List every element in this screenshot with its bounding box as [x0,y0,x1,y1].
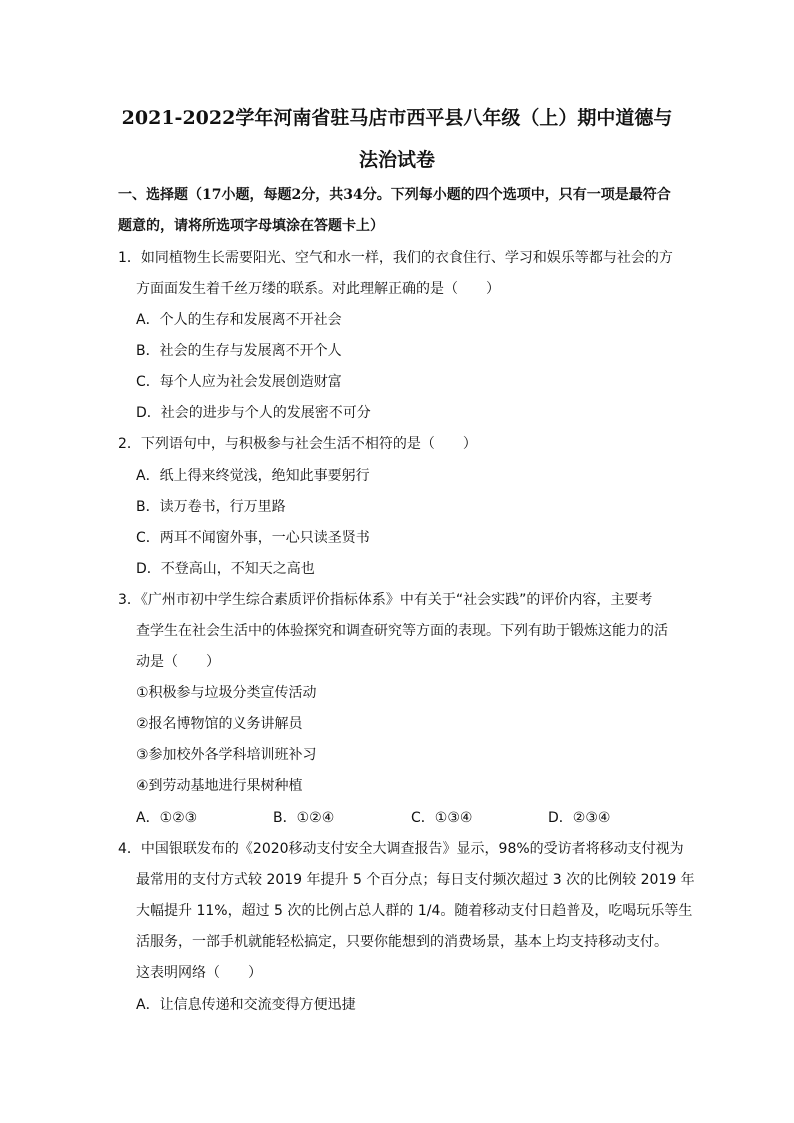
question-3-stem-line-1: 3．《广州市初中学生综合素质评价指标体系》中有关于“社会实践”的评价内容，主要考 [118,592,653,608]
question-2-option-c: C．两耳不闻窗外事，一心只读圣贤书 [136,530,370,546]
question-1-option-c: C．每个人应为社会发展创造财富 [136,374,342,390]
question-2-option-b: B．读万卷书，行万里路 [136,499,286,515]
section-heading-line-2: 题意的，请将所选项字母填涂在答题卡上） [118,218,384,234]
question-3-item-3: ③参加校外各学科培训班补习 [136,747,317,763]
question-3-option-b: B．①②④ [273,810,335,826]
question-4-option-a: A．让信息传递和交流变得方便迅捷 [136,997,356,1013]
question-4-stem-line-3: 大幅提升 11%，超过 5 次的比例占总人群的 1/4。随着移动支付日趋普及，吃喝玩乐等生 [136,903,693,919]
question-2-stem: 2．下列语句中，与积极参与社会生活不相符的是（ ） [118,436,477,452]
question-3-option-c: C．①③④ [411,810,473,826]
question-4-stem-line-2: 最常用的支付方式较 2019 年提升 5 个百分点；每日支付频次超过 3 次的比例较 2019 年 [136,872,695,888]
question-2-option-d: D．不登高山，不知天之高也 [136,561,315,577]
exam-title-line-2: 法治试卷 [358,149,435,171]
question-3-stem-line-3: 动是（ ） [136,654,220,670]
exam-title-line-1: 2021-2022学年河南省驻马店市西平县八年级（上）期中道德与 [121,107,673,129]
question-4-stem-line-1: 4．中国银联发布的《2020移动支付安全大调查报告》显示，98%的受访者将移动支付视为 [118,841,684,857]
question-3-option-a: A．①②③ [136,810,198,826]
question-3-item-4: ④到劳动基地进行果树种植 [136,778,303,794]
question-4-stem-line-4: 活服务，一部手机就能轻松搞定，只要你能想到的消费场景，基本上均支持移动支付。 [136,934,668,950]
question-1-option-d: D．社会的进步与个人的发展密不可分 [136,405,371,421]
question-3-option-d: D．②③④ [548,810,611,826]
question-3-item-1: ①积极参与垃圾分类宣传活动 [136,685,317,701]
question-3-stem-line-2: 查学生在社会生活中的体验探究和调查研究等方面的表现。下列有助于锻炼这能力的活 [136,623,668,639]
question-1-stem-line-1: 1．如同植物生长需要阳光、空气和水一样，我们的衣食住行、学习和娱乐等都与社会的方 [118,250,673,266]
section-heading-line-1: 一、选择题（17小题，每题2分，共34分。下列每小题的四个选项中，只有一项是最符合 [118,187,671,203]
question-4-stem-line-5: 这表明网络（ ） [136,965,262,981]
question-1-stem-line-2: 方面面发生着千丝万缕的联系。对此理解正确的是（ ） [136,281,500,297]
question-2-option-a: A．纸上得来终觉浅，绝知此事要躬行 [136,468,370,484]
question-1-option-b: B．社会的生存与发展离不开个人 [136,343,342,359]
question-3-item-2: ②报名博物馆的义务讲解员 [136,716,303,732]
question-1-option-a: A．个人的生存和发展离不开社会 [136,312,342,328]
